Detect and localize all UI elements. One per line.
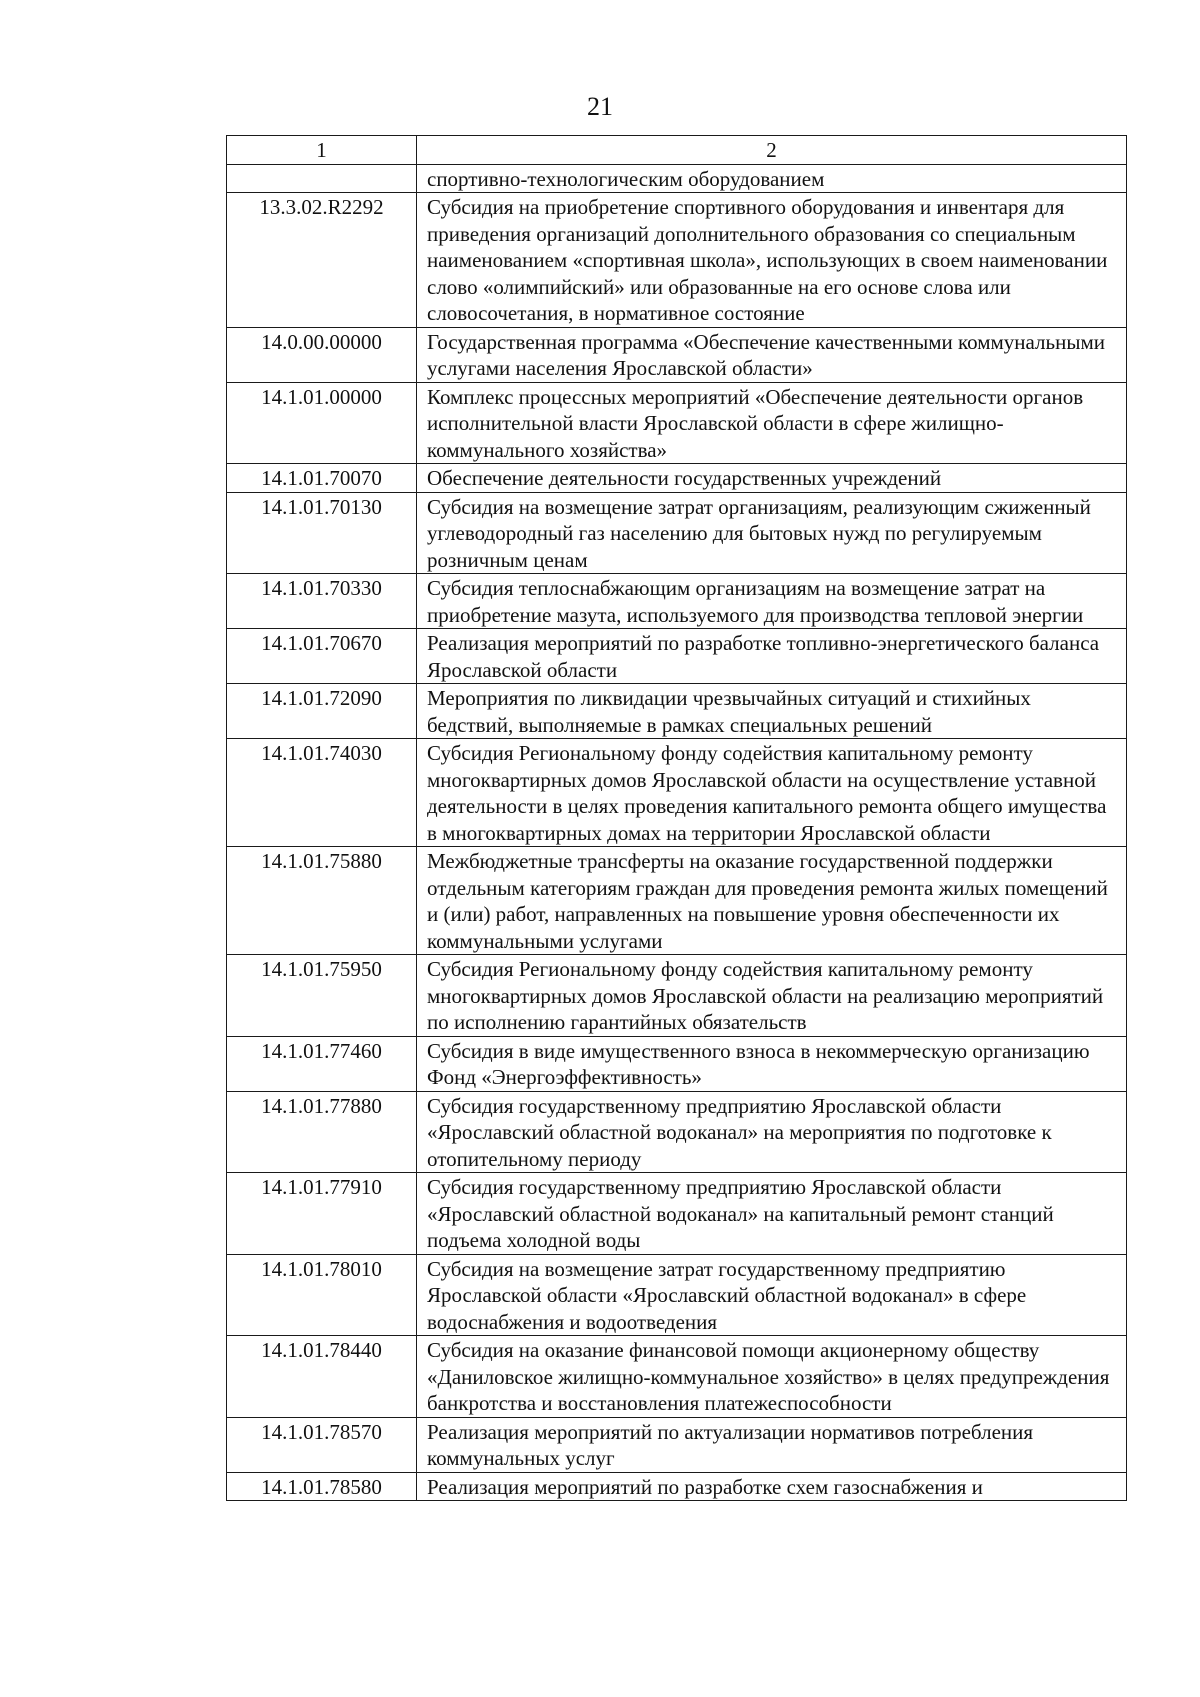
row-code: 14.1.01.70070 <box>227 464 417 493</box>
row-description: Реализация мероприятий по актуализации нормативов потребления коммунальных услуг <box>417 1417 1127 1472</box>
row-code: 14.1.01.70330 <box>227 574 417 629</box>
row-code: 14.1.01.70670 <box>227 629 417 684</box>
row-code: 14.1.01.72090 <box>227 684 417 739</box>
row-description: Субсидия государственному предприятию Ярославской области «Ярославский областной водоканал» на мероприятия по подготовке к отопительному периоду <box>417 1091 1127 1173</box>
row-description: Реализация мероприятий по разработке топливно-энергетического баланса Ярославской области <box>417 629 1127 684</box>
table-row <box>227 955 1127 1037</box>
table-row <box>227 327 1127 382</box>
table-row <box>227 1173 1127 1255</box>
table-row <box>227 492 1127 574</box>
table-row <box>227 739 1127 847</box>
table-row <box>227 574 1127 629</box>
row-code: 14.1.01.78440 <box>227 1336 417 1418</box>
table-row <box>227 1254 1127 1336</box>
table-row <box>227 164 1127 193</box>
table-row <box>227 382 1127 464</box>
table-row <box>227 847 1127 955</box>
table-row <box>227 193 1127 328</box>
row-description: Субсидия на оказание финансовой помощи акционерному обществу «Даниловское жилищно-коммунальное хозяйство» в целях предупреждения банкротства и восстановления платежеспособности <box>417 1336 1127 1418</box>
row-code: 14.1.01.00000 <box>227 382 417 464</box>
row-description: Мероприятия по ликвидации чрезвычайных ситуаций и стихийных бедствий, выполняемые в рамках специальных решений <box>417 684 1127 739</box>
row-code: 14.1.01.78570 <box>227 1417 417 1472</box>
table-row <box>227 629 1127 684</box>
row-description: Субсидия Региональному фонду содействия капитальному ремонту многоквартирных домов Ярославской области на реализацию мероприятий по исполнению гарантийных обязательств <box>417 955 1127 1037</box>
page-number: 21 <box>587 92 613 121</box>
row-description: Субсидия на возмещение затрат государственному предприятию Ярославской области «Ярославский областной водоканал» в сфере водоснабжения и водоотведения <box>417 1254 1127 1336</box>
table-row <box>227 684 1127 739</box>
row-description: Субсидия на возмещение затрат организациям, реализующим сжиженный углеводородный газ населению для бытовых нужд по регулируемым розничным ценам <box>417 492 1127 574</box>
row-code: 14.1.01.75950 <box>227 955 417 1037</box>
column-header-description: 2 <box>417 136 1127 165</box>
row-description: Субсидия теплоснабжающим организациям на возмещение затрат на приобретение мазута, используемого для производства тепловой энергии <box>417 574 1127 629</box>
table-header-row <box>227 136 1127 165</box>
column-header-code: 1 <box>227 136 417 165</box>
table-row <box>227 1036 1127 1091</box>
table-row <box>227 464 1127 493</box>
row-description: Реализация мероприятий по разработке схем газоснабжения и <box>417 1472 1127 1501</box>
row-description: Субсидия государственному предприятию Ярославской области «Ярославский областной водоканал» на капитальный ремонт станций подъема холодной воды <box>417 1173 1127 1255</box>
row-code: 14.1.01.77880 <box>227 1091 417 1173</box>
row-description: Субсидия на приобретение спортивного оборудования и инвентаря для приведения организаций дополнительного образования со специальным наименованием «спортивная школа», использующих в своем наименовании слово «олимпийский» или образованные на его основе слова или словосочетания, в нормативное состояние <box>417 193 1127 328</box>
table-row <box>227 1336 1127 1418</box>
row-code: 14.1.01.77910 <box>227 1173 417 1255</box>
row-code: 14.1.01.74030 <box>227 739 417 847</box>
row-description: Обеспечение деятельности государственных учреждений <box>417 464 1127 493</box>
row-description: Государственная программа «Обеспечение качественными коммунальными услугами населения Ярославской области» <box>417 327 1127 382</box>
row-code: 14.1.01.78580 <box>227 1472 417 1501</box>
table-row <box>227 1472 1127 1501</box>
row-code: 14.1.01.70130 <box>227 492 417 574</box>
row-code: 14.0.00.00000 <box>227 327 417 382</box>
row-description: Комплекс процессных мероприятий «Обеспечение деятельности органов исполнительной власти Ярославской области в сфере жилищно-коммунального хозяйства» <box>417 382 1127 464</box>
row-code: 14.1.01.78010 <box>227 1254 417 1336</box>
row-description: Межбюджетные трансферты на оказание государственной поддержки отдельным категориям граждан для проведения ремонта жилых помещений и (или) работ, направленных на повышение уровня обеспеченности их коммунальными услугами <box>417 847 1127 955</box>
row-description: спортивно-технологическим оборудованием <box>417 164 1127 193</box>
row-description: Субсидия Региональному фонду содействия капитальному ремонту многоквартирных домов Ярославской области на осуществление уставной деятельности в целях проведения капитального ремонта общего имущества в многоквартирных домах на территории Ярославской области <box>417 739 1127 847</box>
budget-classification-table <box>226 135 1127 1501</box>
row-code: 14.1.01.75880 <box>227 847 417 955</box>
table-row <box>227 1091 1127 1173</box>
table-body <box>227 164 1127 1501</box>
row-code <box>227 164 417 193</box>
row-description: Субсидия в виде имущественного взноса в некоммерческую организацию Фонд «Энергоэффективность» <box>417 1036 1127 1091</box>
row-code: 14.1.01.77460 <box>227 1036 417 1091</box>
table-row <box>227 1417 1127 1472</box>
row-code: 13.3.02.R2292 <box>227 193 417 328</box>
